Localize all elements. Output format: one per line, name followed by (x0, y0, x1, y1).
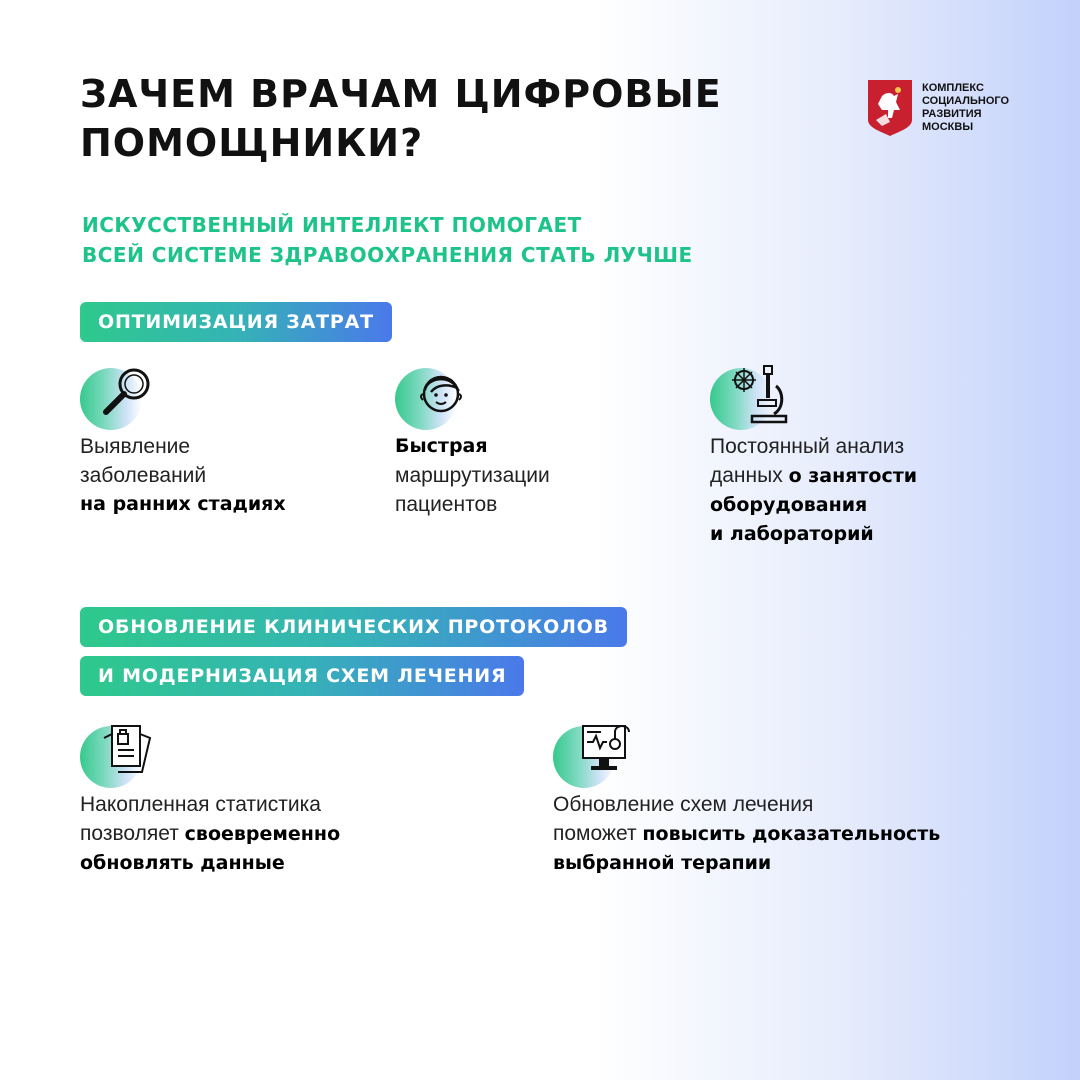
text-bold-line: оборудования (710, 494, 868, 516)
logo-line-1: КОМПЛЕКС (922, 82, 984, 94)
text-bold-line: на ранних стадиях (80, 493, 286, 515)
item-treatment-update (553, 720, 940, 878)
logo-line-4: МОСКВЫ (922, 121, 974, 133)
text-line-mixed (710, 461, 917, 491)
text-bold: о занятости (788, 465, 918, 487)
text-line: Выявление (80, 435, 191, 458)
microscope-icon (710, 362, 800, 432)
item-treatment-update-text (553, 790, 940, 878)
title-line-1: ЗАЧЕМ ВРАЧАМ ЦИФРОВЫЕ (80, 72, 722, 116)
section-protocols-label-line2: И МОДЕРНИЗАЦИЯ СХЕМ ЛЕЧЕНИЯ (80, 656, 524, 696)
item-early-detection-text (80, 432, 286, 519)
text-bold: повысить доказательность (642, 823, 941, 845)
text-line: Постоянный анализ (710, 435, 905, 458)
text-line: Обновление схем лечения (553, 793, 814, 816)
text-bold: своевременно (184, 823, 341, 845)
item-statistics (80, 720, 340, 878)
text-line-mixed (80, 819, 340, 849)
text-line-mixed (553, 819, 940, 849)
text-plain: позволяет (80, 822, 185, 845)
logo-text (922, 80, 1009, 136)
subtitle-line-1: ИСКУССТВЕННЫЙ ИНТЕЛЛЕКТ ПОМОГАЕТ (82, 213, 582, 237)
text-line: маршрутизации (395, 464, 550, 487)
item-equipment-analysis-text (710, 432, 917, 549)
text-bold-line: обновлять данные (80, 852, 285, 874)
text-bold-line: Быстрая (395, 435, 488, 457)
text-plain: поможет (553, 822, 643, 845)
item-statistics-text (80, 790, 340, 878)
text-line: Накопленная статистика (80, 793, 321, 816)
text-bold-line: выбранной терапии (553, 852, 772, 874)
logo (868, 80, 1009, 136)
moscow-coat-of-arms-icon (868, 80, 912, 136)
subtitle (82, 210, 693, 270)
subtitle-line-2: ВСЕЙ СИСТЕМЕ ЗДРАВООХРАНЕНИЯ СТАТЬ ЛУЧШЕ (82, 243, 693, 267)
item-early-detection (80, 362, 286, 519)
text-bold-line: и лабораторий (710, 523, 874, 545)
item-fast-routing (395, 362, 550, 519)
title-line-2: ПОМОЩНИКИ? (80, 121, 424, 165)
item-equipment-analysis (710, 362, 917, 549)
section-protocols-label-line1: ОБНОВЛЕНИЕ КЛИНИЧЕСКИХ ПРОТОКОЛОВ (80, 607, 627, 647)
logo-line-2: СОЦИАЛЬНОГО (922, 95, 1010, 107)
documents-icon (80, 720, 170, 790)
logo-line-3: РАЗВИТИЯ (922, 108, 982, 120)
text-plain: данных (710, 464, 789, 487)
magnifier-icon (80, 362, 170, 432)
patient-face-icon (395, 362, 485, 432)
text-line: пациентов (395, 493, 498, 516)
text-line: заболеваний (80, 464, 207, 487)
monitor-stethoscope-icon (553, 720, 643, 790)
item-fast-routing-text (395, 432, 550, 519)
page-title (80, 70, 780, 168)
section-optimization-label: ОПТИМИЗАЦИЯ ЗАТРАТ (80, 302, 392, 342)
